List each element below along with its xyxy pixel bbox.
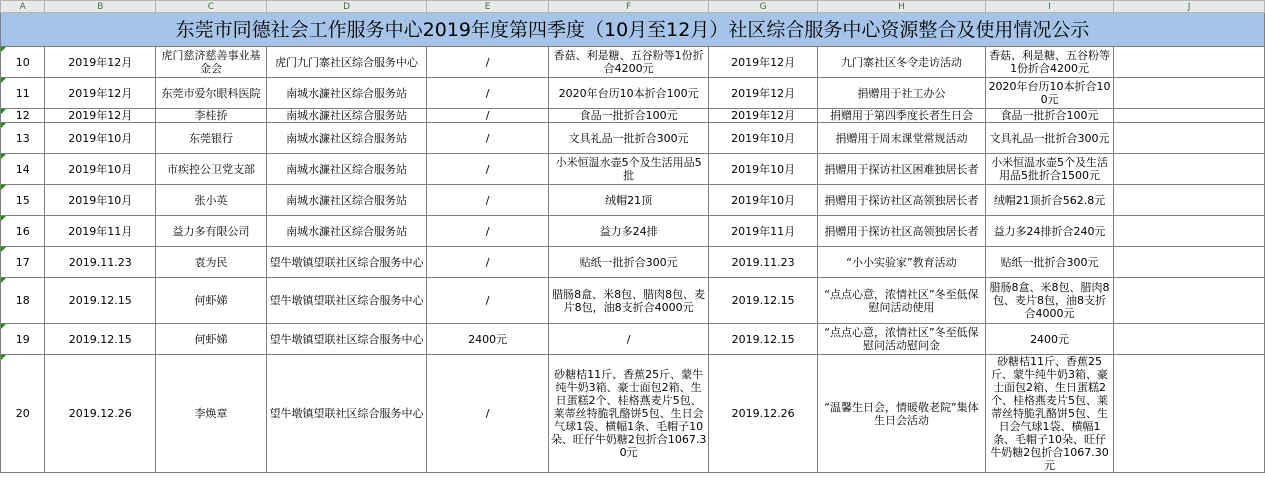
table-row xyxy=(1,247,1265,278)
cell-goods[interactable]: 贴纸一批折合300元 xyxy=(548,247,709,278)
title-row xyxy=(1,13,1265,47)
cell-use[interactable]: 捐赠用于社工办公 xyxy=(817,78,985,109)
cell-date[interactable]: 2019年12月 xyxy=(45,47,156,78)
cell-cash[interactable]: / xyxy=(427,247,549,278)
cell-date[interactable]: 2019年11月 xyxy=(45,216,156,247)
cell-center[interactable]: 望牛墩镇望联社区综合服务中心 xyxy=(266,247,427,278)
column-header[interactable]: C xyxy=(156,1,267,13)
cell-use[interactable]: 九门寨社区冬令走访活动 xyxy=(817,47,985,78)
cell-empty[interactable] xyxy=(1114,324,1265,355)
cell-cash[interactable]: / xyxy=(427,154,549,185)
cell-empty[interactable] xyxy=(1114,278,1265,324)
cell-use_goods[interactable]: 香菇、利是糖、五谷粉等1份折合4200元 xyxy=(986,47,1114,78)
table-row xyxy=(1,355,1265,473)
table-row xyxy=(1,154,1265,185)
cell-center[interactable]: 虎门九门寨社区综合服务中心 xyxy=(266,47,427,78)
cell-empty[interactable] xyxy=(1114,47,1265,78)
cell-use_date[interactable]: 2019.12.15 xyxy=(709,278,817,324)
cell-empty[interactable] xyxy=(1114,247,1265,278)
cell-date[interactable]: 2019.12.26 xyxy=(45,355,156,473)
cell-goods[interactable]: 香菇、利是糖、五谷粉等1份折合4200元 xyxy=(548,47,709,78)
cell-use_goods[interactable]: 2400元 xyxy=(986,324,1114,355)
cell-no[interactable]: 17 xyxy=(1,247,45,278)
cell-center[interactable]: 望牛墩镇望联社区综合服务中心 xyxy=(266,278,427,324)
cell-donor[interactable]: 何虾娣 xyxy=(156,278,267,324)
cell-use[interactable]: 捐赠用于探访社区高领独居长者 xyxy=(817,216,985,247)
cell-donor[interactable]: 张小英 xyxy=(156,185,267,216)
cell-no[interactable]: 12 xyxy=(1,109,45,123)
cell-no[interactable]: 11 xyxy=(1,78,45,109)
cell-goods[interactable]: 益力多24排 xyxy=(548,216,709,247)
cell-cash[interactable]: 2400元 xyxy=(427,324,549,355)
cell-use_goods[interactable]: 腊肠8盒、米8包、腊肉8包、麦片8包，油8支折合4000元 xyxy=(986,278,1114,324)
cell-date[interactable]: 2019年12月 xyxy=(45,78,156,109)
cell-donor[interactable]: 李桂挢 xyxy=(156,109,267,123)
column-header[interactable]: A xyxy=(1,1,45,13)
cell-donor[interactable]: 东莞市爱尔眼科医院 xyxy=(156,78,267,109)
cell-use_date[interactable]: 2019.12.26 xyxy=(709,355,817,473)
cell-donor[interactable]: 虎门慈济慈善事业基金会 xyxy=(156,47,267,78)
cell-goods[interactable]: 文具礼品一批折合300元 xyxy=(548,123,709,154)
table-row xyxy=(1,185,1265,216)
cell-use[interactable]: 捐赠用于周末课堂常规活动 xyxy=(817,123,985,154)
cell-empty[interactable] xyxy=(1114,78,1265,109)
sheet-title[interactable]: 东莞市同德社会工作服务中心2019年度第四季度（10月至12月）社区综合服务中心资源整合及使用情况公示 xyxy=(1,13,1265,47)
cell-no[interactable]: 19 xyxy=(1,324,45,355)
table-row xyxy=(1,123,1265,154)
cell-no[interactable]: 10 xyxy=(1,47,45,78)
cell-use_goods[interactable]: 小米恒温水壶5个及生活用品5批折合1500元 xyxy=(986,154,1114,185)
cell-use_date[interactable]: 2019年10月 xyxy=(709,123,817,154)
cell-goods[interactable]: 小米恒温水壶5个及生活用品5批 xyxy=(548,154,709,185)
column-header[interactable]: E xyxy=(427,1,549,13)
cell-use_goods[interactable]: 贴纸一批折合300元 xyxy=(986,247,1114,278)
cell-use_goods[interactable]: 2020年台历10本折合100元 xyxy=(986,78,1114,109)
cell-date[interactable]: 2019年12月 xyxy=(45,109,156,123)
cell-use_goods[interactable]: 文具礼品一批折合300元 xyxy=(986,123,1114,154)
cell-donor[interactable]: 益力多有限公司 xyxy=(156,216,267,247)
cell-use_date[interactable]: 2019年10月 xyxy=(709,185,817,216)
cell-cash[interactable]: / xyxy=(427,109,549,123)
cell-donor[interactable]: 何虾娣 xyxy=(156,324,267,355)
cell-center[interactable]: 南城水濂社区综合服务站 xyxy=(266,185,427,216)
cell-donor[interactable]: 李焕章 xyxy=(156,355,267,473)
column-header[interactable]: H xyxy=(817,1,985,13)
cell-date[interactable]: 2019.12.15 xyxy=(45,324,156,355)
table-body xyxy=(1,47,1265,473)
cell-no[interactable]: 15 xyxy=(1,185,45,216)
cell-use_date[interactable]: 2019年11月 xyxy=(709,216,817,247)
cell-date[interactable]: 2019年10月 xyxy=(45,185,156,216)
column-header-row xyxy=(1,1,1265,13)
cell-empty[interactable] xyxy=(1114,154,1265,185)
column-header[interactable]: F xyxy=(548,1,709,13)
cell-center[interactable]: 南城水濂社区综合服务站 xyxy=(266,154,427,185)
cell-empty[interactable] xyxy=(1114,355,1265,473)
table-row xyxy=(1,109,1265,123)
cell-cash[interactable]: / xyxy=(427,78,549,109)
cell-center[interactable]: 南城水濂社区综合服务站 xyxy=(266,123,427,154)
cell-use[interactable]: “点点心意，浓情社区”冬至低保慰问活动使用 xyxy=(817,278,985,324)
cell-goods[interactable]: 砂糖桔11斤、香蕉25斤、蒙牛纯牛奶3箱、豪士面包2箱、生日蛋糕2个、桂格燕麦片5包、莱蒂丝特脆乳酪饼5包、生日会气球1袋、横幅1条、毛帽子10朵、旺仔牛奶糖2包折合1067.30元 xyxy=(548,355,709,473)
table-row xyxy=(1,278,1265,324)
cell-cash[interactable]: / xyxy=(427,123,549,154)
cell-goods[interactable]: / xyxy=(548,324,709,355)
cell-use[interactable]: 捐赠用于探访社区困难独居长者 xyxy=(817,154,985,185)
cell-center[interactable]: 望牛墩镇望联社区综合服务中心 xyxy=(266,324,427,355)
column-header[interactable]: G xyxy=(709,1,817,13)
cell-no[interactable]: 18 xyxy=(1,278,45,324)
column-header[interactable]: B xyxy=(45,1,156,13)
cell-use_date[interactable]: 2019.12.15 xyxy=(709,324,817,355)
cell-date[interactable]: 2019.12.15 xyxy=(45,278,156,324)
cell-goods[interactable]: 食品一批折合100元 xyxy=(548,109,709,123)
cell-use_date[interactable]: 2019年12月 xyxy=(709,78,817,109)
cell-cash[interactable]: / xyxy=(427,216,549,247)
table-row xyxy=(1,47,1265,78)
cell-date[interactable]: 2019年10月 xyxy=(45,123,156,154)
cell-empty[interactable] xyxy=(1114,185,1265,216)
cell-goods[interactable]: 2020年台历10本折合100元 xyxy=(548,78,709,109)
cell-use_date[interactable]: 2019.11.23 xyxy=(709,247,817,278)
column-header[interactable]: I xyxy=(986,1,1114,13)
cell-donor[interactable]: 东莞银行 xyxy=(156,123,267,154)
cell-empty[interactable] xyxy=(1114,109,1265,123)
table-row xyxy=(1,216,1265,247)
cell-cash[interactable]: / xyxy=(427,47,549,78)
cell-use_goods[interactable]: 益力多24排折合240元 xyxy=(986,216,1114,247)
cell-no[interactable]: 16 xyxy=(1,216,45,247)
cell-use_goods[interactable]: 砂糖桔11斤、香蕉25斤、蒙牛纯牛奶3箱、豪士面包2箱、生日蛋糕2个、桂格燕麦片5包、莱蒂丝特脆乳酪饼5包、生日会气球1袋、横幅1条、毛帽子10朵、旺仔牛奶糖2包折合1067.30元 xyxy=(986,355,1114,473)
cell-goods[interactable]: 腊肠8盒、米8包、腊肉8包、麦片8包，油8支折合4000元 xyxy=(548,278,709,324)
column-header[interactable]: D xyxy=(266,1,427,13)
column-header[interactable]: J xyxy=(1114,1,1265,13)
cell-use_goods[interactable]: 食品一批折合100元 xyxy=(986,109,1114,123)
cell-center[interactable]: 南城水濂社区综合服务站 xyxy=(266,216,427,247)
cell-donor[interactable]: 市疾控公卫党支部 xyxy=(156,154,267,185)
cell-use[interactable]: “小小实验家”教育活动 xyxy=(817,247,985,278)
cell-donor[interactable]: 袁为民 xyxy=(156,247,267,278)
cell-no[interactable]: 14 xyxy=(1,154,45,185)
table-row xyxy=(1,324,1265,355)
cell-center[interactable]: 南城水濂社区综合服务站 xyxy=(266,109,427,123)
cell-no[interactable]: 20 xyxy=(1,355,45,473)
table-row xyxy=(1,78,1265,109)
cell-use_date[interactable]: 2019年10月 xyxy=(709,154,817,185)
cell-center[interactable]: 望牛墩镇望联社区综合服务中心 xyxy=(266,355,427,473)
cell-cash[interactable]: / xyxy=(427,355,549,473)
cell-date[interactable]: 2019.11.23 xyxy=(45,247,156,278)
cell-use[interactable]: “点点心意，浓情社区”冬至低保慰问活动慰问金 xyxy=(817,324,985,355)
cell-goods[interactable]: 绒帽21顶 xyxy=(548,185,709,216)
cell-use[interactable]: 捐赠用于探访社区高领独居长者 xyxy=(817,185,985,216)
cell-cash[interactable]: / xyxy=(427,185,549,216)
cell-no[interactable]: 13 xyxy=(1,123,45,154)
cell-cash[interactable]: / xyxy=(427,278,549,324)
cell-use_date[interactable]: 2019年12月 xyxy=(709,109,817,123)
cell-empty[interactable] xyxy=(1114,123,1265,154)
cell-empty[interactable] xyxy=(1114,216,1265,247)
cell-use[interactable]: “温馨生日会，情暖敬老院”集体生日会活动 xyxy=(817,355,985,473)
cell-use[interactable]: 捐赠用于第四季度长者生日会 xyxy=(817,109,985,123)
cell-date[interactable]: 2019年10月 xyxy=(45,154,156,185)
cell-use_goods[interactable]: 绒帽21顶折合562.8元 xyxy=(986,185,1114,216)
cell-use_date[interactable]: 2019年12月 xyxy=(709,47,817,78)
cell-center[interactable]: 南城水濂社区综合服务站 xyxy=(266,78,427,109)
